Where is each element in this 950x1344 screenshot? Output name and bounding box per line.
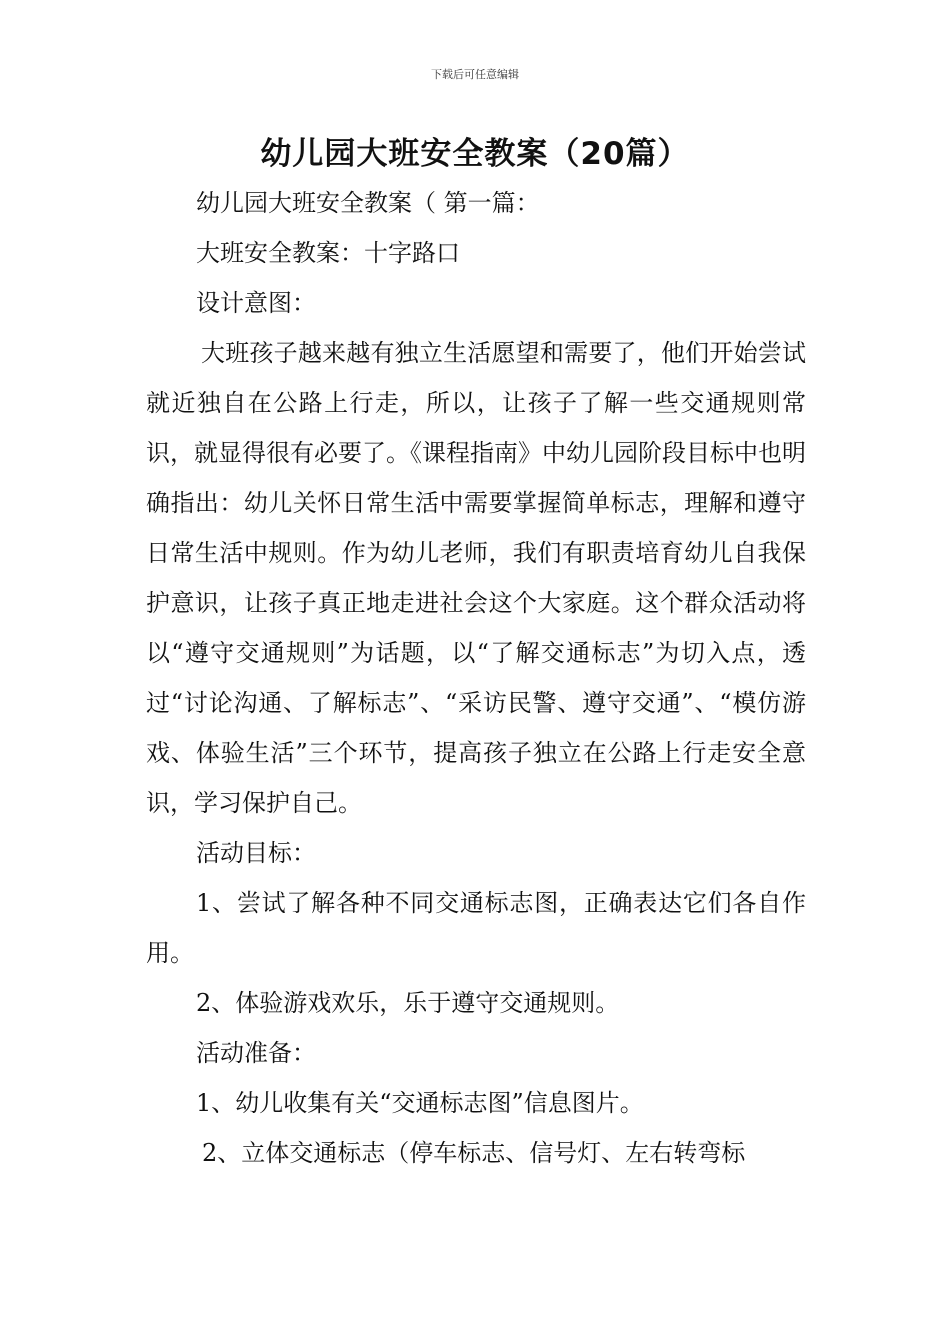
prep-item-1: 1、幼儿收集有关“交通标志图”信息图片。	[196, 1089, 644, 1117]
goal-item-2: 2、体验游戏欢乐，乐于遵守交通规则。	[196, 989, 620, 1017]
page-header-note: 下载后可任意编辑	[431, 68, 519, 81]
activity-goals-heading: 活动目标：	[196, 839, 316, 867]
design-intent-heading: 设计意图：	[196, 289, 316, 317]
section-heading: 幼儿园大班安全教案（ 第一篇：	[196, 189, 540, 217]
design-intent-paragraph: 大班孩子越来越有独立生活愿望和需要了，他们开始尝试就近独自在公路上行走，所以，让孩子了解一些交通规则常识，就显得很有必要了。《课程指南》中幼儿园阶段目标中也明确指出：幼儿关怀日常生活中需要掌握简单标志，理解和遵守日常生活中规则。作为幼儿老师，我们有职责培育幼儿自我保护意识，让孩子真正地走进社会这个大家庭。这个群众活动将以“遵守交通规则”为话题，以“了解交通标志”为切入点，透过“讨论沟通、了解标志”、“采访民警、遵守交通”、“模仿游戏、体验生活”三个环节，提高孩子独立在公路上行走安全意识，学习保护自己。	[146, 339, 806, 817]
activity-prep-heading: 活动准备：	[196, 1039, 316, 1067]
goal-item-1: 1、尝试了解各种不同交通标志图，正确表达它们各自作用。	[146, 889, 806, 967]
prep-item-2: 2、立体交通标志（停车标志、信号灯、左右转弯标	[202, 1139, 746, 1167]
document-title: 幼儿园大班安全教案（20篇）	[260, 136, 690, 172]
document-body	[146, 178, 806, 1178]
lesson-title: 大班安全教案：十字路口	[196, 239, 460, 267]
